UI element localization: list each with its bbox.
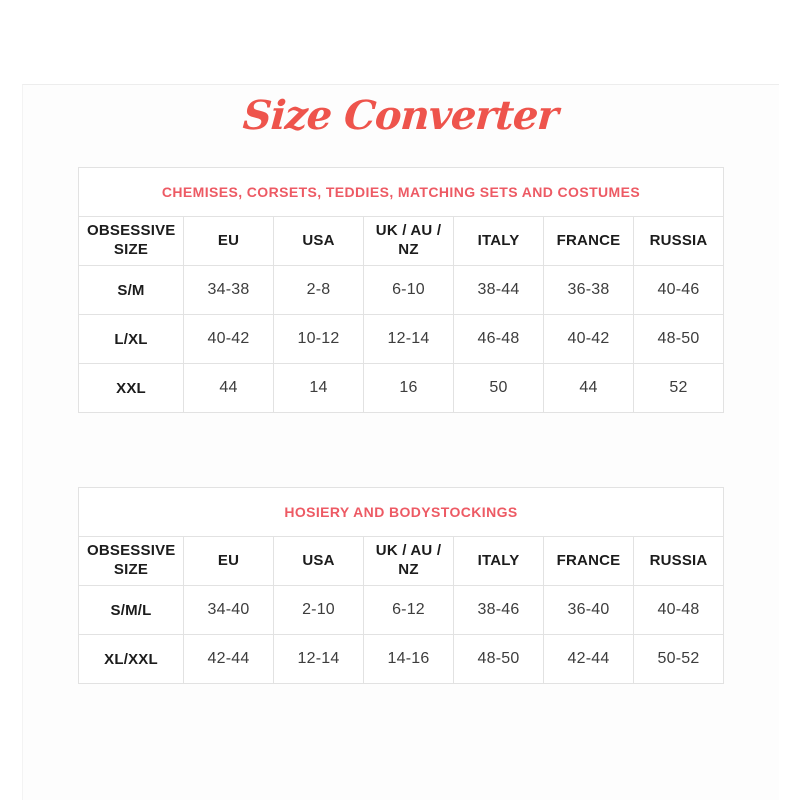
table-row-sm	[79, 266, 724, 315]
size-cell: 42-44	[544, 635, 634, 684]
size-cell: 2-8	[274, 266, 364, 315]
size-cell: 46-48	[454, 315, 544, 364]
size-cell: 38-46	[454, 586, 544, 635]
table-header-row	[79, 537, 724, 586]
size-cell: 34-38	[184, 266, 274, 315]
size-cell: 36-38	[544, 266, 634, 315]
size-cell: 52	[634, 364, 724, 413]
size-label: L/XL	[79, 315, 184, 364]
size-cell: 40-42	[184, 315, 274, 364]
column-header-eu: EU	[184, 217, 274, 266]
size-cell: 36-40	[544, 586, 634, 635]
column-header-uk-au-nz: UK / AU / NZ	[364, 537, 454, 586]
column-header-eu: EU	[184, 537, 274, 586]
size-cell: 40-42	[544, 315, 634, 364]
size-cell: 14	[274, 364, 364, 413]
page-title: Size Converter	[241, 92, 560, 139]
table-caption: HOSIERY AND BODYSTOCKINGS	[79, 488, 724, 537]
column-header-usa: USA	[274, 537, 364, 586]
column-header-france: FRANCE	[544, 217, 634, 266]
size-cell: 6-12	[364, 586, 454, 635]
size-cell: 50-52	[634, 635, 724, 684]
size-cell: 48-50	[634, 315, 724, 364]
column-header-italy: ITALY	[454, 537, 544, 586]
size-cell: 6-10	[364, 266, 454, 315]
column-header-russia: RUSSIA	[634, 217, 724, 266]
table-caption-row	[79, 168, 724, 217]
column-header-obsessive-size: OBSESSIVE SIZE	[79, 537, 184, 586]
table-header-row	[79, 217, 724, 266]
size-cell: 44	[544, 364, 634, 413]
size-cell: 38-44	[454, 266, 544, 315]
size-cell: 12-14	[364, 315, 454, 364]
size-table	[78, 487, 724, 684]
size-table-hosiery	[78, 487, 724, 684]
column-header-usa: USA	[274, 217, 364, 266]
size-cell: 48-50	[454, 635, 544, 684]
table-row-xxl	[79, 364, 724, 413]
size-cell: 40-48	[634, 586, 724, 635]
size-cell: 40-46	[634, 266, 724, 315]
column-header-italy: ITALY	[454, 217, 544, 266]
size-cell: 12-14	[274, 635, 364, 684]
size-cell: 44	[184, 364, 274, 413]
size-label: XXL	[79, 364, 184, 413]
column-header-russia: RUSSIA	[634, 537, 724, 586]
size-cell: 2-10	[274, 586, 364, 635]
size-cell: 14-16	[364, 635, 454, 684]
table-row-sml	[79, 586, 724, 635]
column-header-france: FRANCE	[544, 537, 634, 586]
size-cell: 16	[364, 364, 454, 413]
size-cell: 10-12	[274, 315, 364, 364]
size-label: S/M/L	[79, 586, 184, 635]
table-caption: CHEMISES, CORSETS, TEDDIES, MATCHING SETS AND COSTUMES	[79, 168, 724, 217]
size-cell: 42-44	[184, 635, 274, 684]
column-header-uk-au-nz: UK / AU / NZ	[364, 217, 454, 266]
size-label: XL/XXL	[79, 635, 184, 684]
table-caption-row	[79, 488, 724, 537]
size-cell: 50	[454, 364, 544, 413]
table-row-xlxxl	[79, 635, 724, 684]
size-table-chemises	[78, 167, 724, 413]
column-header-obsessive-size: OBSESSIVE SIZE	[79, 217, 184, 266]
size-table	[78, 167, 724, 413]
table-row-lxl	[79, 315, 724, 364]
size-label: S/M	[79, 266, 184, 315]
size-cell: 34-40	[184, 586, 274, 635]
